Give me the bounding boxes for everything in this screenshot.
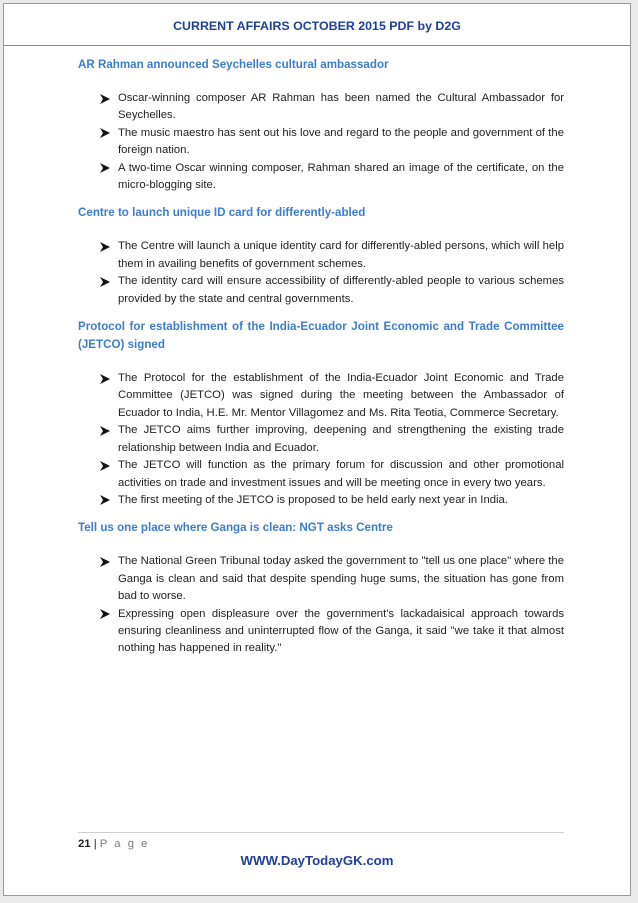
list-item: [78, 422, 564, 457]
document-page: [3, 3, 631, 896]
list-item: [78, 606, 564, 658]
arrow-bullet-icon: [100, 370, 112, 387]
page-label: P a g e: [99, 838, 150, 850]
page-footer: [78, 838, 149, 850]
arrow-bullet-icon: [100, 125, 112, 142]
section-heading: Tell us one place where Ganga is clean: NGT asks Centre: [78, 521, 393, 535]
arrow-bullet-icon: [100, 273, 112, 290]
bullet-list: [78, 90, 564, 194]
list-item: [78, 553, 564, 605]
list-item: [78, 370, 564, 422]
section-heading: AR Rahman announced Seychelles cultural ambassador: [78, 58, 389, 71]
list-item-text: The identity card will ensure accessibility of differently-abled people to various schemes provided by the state and central governments.: [118, 275, 564, 305]
list-item-text: The National Green Tribunal today asked the government to "tell us one place" where the Ganga is clean and said that despite spending huge sums, the situation has gone from bad to worse.: [118, 555, 564, 603]
list-item-text: The Protocol for the establishment of the India-Ecuador Joint Economic and Trade Committee (JETCO) was signed during the meeting between the Ambassador of Ecuador to India, H.E. Mr. Mentor Villagomez and Ms. Rita Teotia, Commerce Secretary.: [118, 372, 564, 419]
list-item-text: A two-time Oscar winning composer, Rahman shared an image of the certificate, on the micro-blogging site.: [118, 161, 564, 192]
page-number: 21: [78, 838, 91, 850]
section-heading: Centre to launch unique ID card for differently-abled: [78, 206, 366, 220]
list-item-text: The Centre will launch a unique identity card for differently-abled persons, which will help them in availing benefits of government schemes.: [118, 240, 564, 270]
list-item: [78, 90, 564, 125]
list-item-text: The JETCO aims further improving, deepening and strengthening the existing trade relationship between India and Ecuador.: [118, 424, 564, 454]
header-title: CURRENT AFFAIRS OCTOBER 2015 PDF by D2G: [173, 19, 461, 33]
list-item-text: The JETCO will function as the primary forum for discussion and other promotional activities on trade and investment issues and will be meeting once in every two years.: [118, 459, 564, 489]
arrow-bullet-icon: [100, 606, 112, 623]
list-item-text: Expressing open displeasure over the government's lackadaisical approach towards ensuring cleanliness and uninterrupted flow of the Ganga, it said "we take it that almost nothing has happened in reality.": [118, 607, 564, 655]
footer-divider: [78, 832, 564, 833]
page-separator: |: [93, 838, 97, 850]
section-heading: Protocol for establishment of the India-Ecuador Joint Economic and Trade Committee (JETCO) signed: [78, 320, 564, 352]
footer-url: WWW.DayTodayGK.com: [240, 853, 394, 868]
list-item: [78, 457, 564, 492]
list-item: [78, 125, 564, 160]
bullet-list: [78, 553, 564, 657]
arrow-bullet-icon: [100, 422, 112, 439]
arrow-bullet-icon: [100, 238, 112, 255]
list-item-text: The first meeting of the JETCO is proposed to be held early next year in India.: [118, 493, 508, 506]
arrow-bullet-icon: [100, 553, 112, 570]
list-item-text: Oscar-winning composer AR Rahman has been named the Cultural Ambassador for Seychelles.: [118, 92, 564, 122]
list-item: [78, 492, 564, 509]
arrow-bullet-icon: [100, 492, 112, 509]
bullet-list: [78, 238, 564, 308]
header-divider: [4, 45, 630, 46]
list-item: [78, 238, 564, 273]
arrow-bullet-icon: [100, 160, 112, 177]
arrow-bullet-icon: [100, 457, 112, 474]
article-content: [78, 56, 564, 668]
arrow-bullet-icon: [100, 90, 112, 107]
bullet-list: [78, 370, 564, 509]
list-item-text: The music maestro has sent out his love and regard to the people and government of the foreign nation.: [118, 126, 564, 157]
list-item: [78, 273, 564, 308]
list-item: [78, 160, 564, 195]
